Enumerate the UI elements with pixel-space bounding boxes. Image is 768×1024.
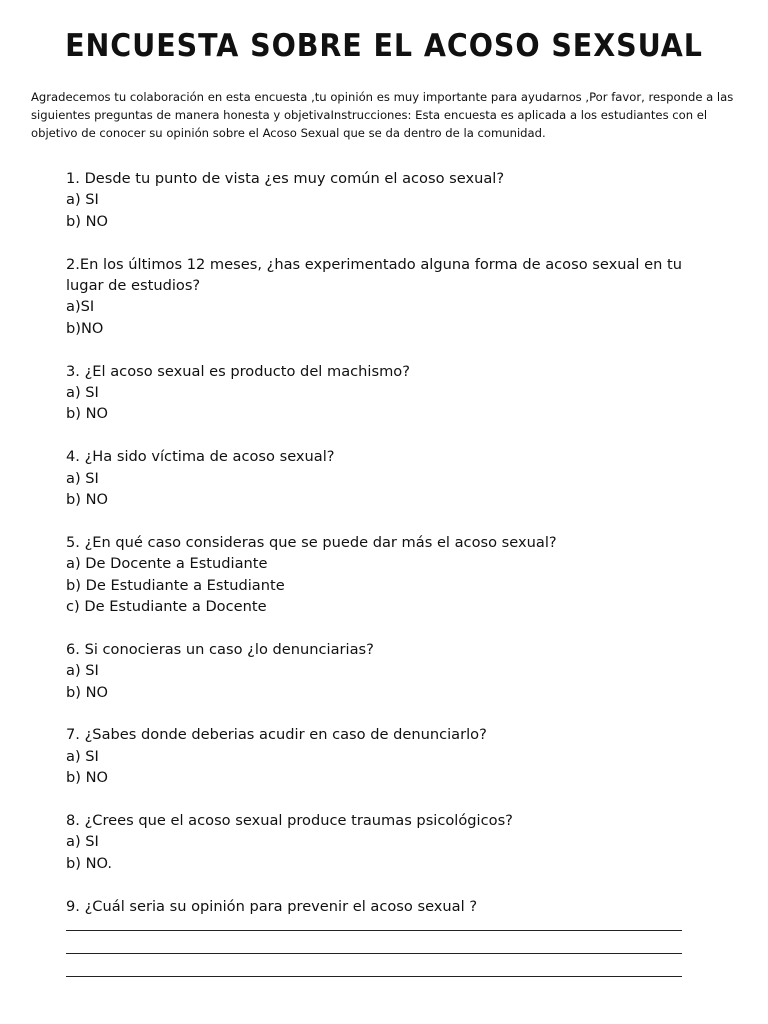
- question-8: [66, 810, 716, 874]
- answer-line[interactable]: [66, 919, 682, 931]
- question-1: [66, 168, 716, 232]
- option-b: b) NO.: [66, 854, 113, 872]
- option-b: b) NO: [66, 212, 108, 230]
- question-2: [66, 254, 716, 340]
- option-a: a) SI: [66, 833, 99, 851]
- survey-intro: Agradecemos tu colaboración en esta encuesta ,tu opinión es muy importante para ayudarnos ,Por favor, responde a las siguientes preguntas de manera honesta y objetivaInstrucciones: Esta encuesta es aplicada a los estudiantes con el objetivo de conocer su opinión sobre el Acoso Sexual que se da dentro de la comunidad.: [31, 90, 734, 140]
- answer-line[interactable]: [66, 965, 682, 977]
- option-b: b) NO: [66, 769, 108, 787]
- question-text: 3. ¿El acoso sexual es producto del machismo?: [66, 362, 410, 380]
- question-9: [66, 896, 716, 977]
- option-b: b)NO: [66, 319, 104, 337]
- option-a: a) SI: [66, 747, 99, 765]
- option-c: c) De Estudiante a Docente: [66, 598, 267, 616]
- question-list: [66, 168, 716, 998]
- survey-title: ENCUESTA SOBRE EL ACOSO SEXSUAL: [65, 28, 703, 64]
- option-a: a) SI: [66, 469, 99, 487]
- question-3: [66, 361, 716, 425]
- question-text: 7. ¿Sabes donde deberias acudir en caso de denunciarlo?: [66, 726, 487, 744]
- option-a: a) SI: [66, 191, 99, 209]
- question-7: [66, 724, 716, 788]
- option-a: a) De Docente a Estudiante: [66, 555, 268, 573]
- answer-lines: [66, 919, 716, 977]
- option-b: b) NO: [66, 491, 108, 509]
- option-b: b) De Estudiante a Estudiante: [66, 576, 285, 594]
- question-text: 2.En los últimos 12 meses, ¿has experimentado alguna forma de acoso sexual en tu lugar de estudios?: [66, 255, 682, 295]
- option-a: a) SI: [66, 384, 99, 402]
- question-text: 1. Desde tu punto de vista ¿es muy común el acoso sexual?: [66, 170, 505, 187]
- option-b: b) NO: [66, 405, 108, 423]
- option-a: a) SI: [66, 662, 99, 680]
- question-5: [66, 532, 716, 618]
- option-b: b) NO: [66, 683, 108, 701]
- question-6: [66, 639, 716, 703]
- question-4: [66, 446, 716, 510]
- question-text: 8. ¿Crees que el acoso sexual produce traumas psicológicos?: [66, 812, 513, 830]
- question-text: 6. Si conocieras un caso ¿lo denunciarias?: [66, 640, 374, 658]
- option-a: a)SI: [66, 298, 95, 316]
- question-text: 4. ¿Ha sido víctima de acoso sexual?: [66, 448, 335, 466]
- question-text: 9. ¿Cuál seria su opinión para prevenir el acoso sexual ?: [66, 897, 478, 915]
- answer-line[interactable]: [66, 942, 682, 954]
- question-text: 5. ¿En qué caso consideras que se puede dar más el acoso sexual?: [66, 533, 557, 551]
